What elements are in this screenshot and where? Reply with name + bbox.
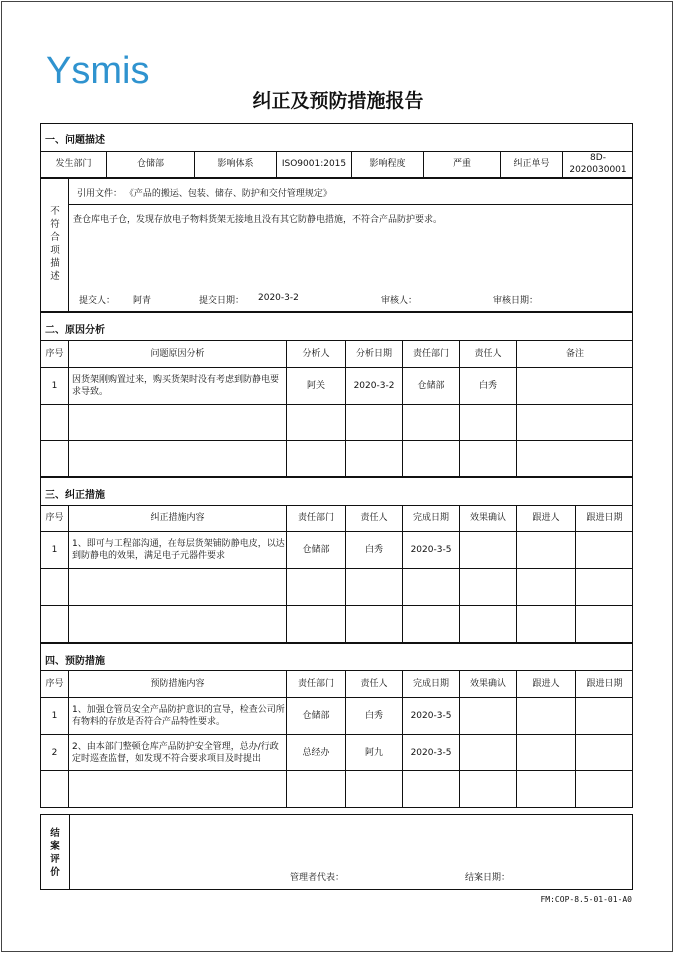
table-cell: 因货架刚购置过来，购买货架时没有考虑到防静电要求导致。	[69, 368, 287, 405]
table-cell	[576, 532, 633, 569]
table-cell	[460, 441, 517, 478]
column-header: 预防措施内容	[69, 670, 287, 698]
table-cell	[576, 771, 633, 808]
column-header: 责任人	[460, 340, 517, 368]
table-cell	[403, 771, 460, 808]
dept-label: 发生部门	[41, 151, 107, 178]
table-cell	[403, 569, 460, 606]
column-header: 责任部门	[287, 505, 346, 532]
closure-side-label: 结 案 评 价	[50, 828, 60, 878]
table-cell	[346, 569, 403, 606]
table-cell	[460, 771, 517, 808]
management-rep-label: 管理者代表：	[290, 873, 345, 883]
table-cell	[576, 606, 633, 644]
table-cell	[460, 532, 517, 569]
review-date-label: 审核日期：	[493, 296, 539, 306]
section-heading: 一、问题描述	[45, 135, 105, 146]
reference-doc: 引用文件： 《产品的搬运、包装、储存、防护和交付管理规定》	[77, 189, 332, 199]
column-header: 责任部门	[403, 340, 460, 368]
ticket-label: 纠正单号	[501, 151, 563, 178]
column-header: 跟进日期	[576, 505, 633, 532]
table-cell: 白秀	[346, 698, 403, 735]
table-cell	[287, 771, 346, 808]
table-cell	[460, 405, 517, 441]
table-cell	[517, 368, 633, 405]
column-header: 责任人	[346, 505, 403, 532]
table-cell: 2	[41, 735, 69, 771]
column-header: 序号	[41, 505, 69, 532]
table-cell: 仓储部	[287, 698, 346, 735]
column-header: 序号	[41, 670, 69, 698]
table-cell	[576, 569, 633, 606]
table-cell	[346, 771, 403, 808]
company-logo: Ysmis	[46, 50, 150, 92]
table-cell	[346, 441, 403, 478]
closure-date-label: 结案日期：	[465, 873, 511, 883]
table-cell: 2020-3-5	[403, 735, 460, 771]
column-header: 责任人	[346, 670, 403, 698]
table-cell: 总经办	[287, 735, 346, 771]
table-cell	[460, 569, 517, 606]
section-corrective	[40, 477, 633, 643]
reviewer-label: 审核人：	[381, 296, 418, 306]
table-cell	[287, 405, 346, 441]
column-header: 纠正措施内容	[69, 505, 287, 532]
table-cell	[403, 405, 460, 441]
column-header: 跟进人	[517, 670, 576, 698]
submitter-name: 阿青	[133, 296, 152, 306]
section-problem	[40, 123, 633, 312]
system-label: 影响体系	[195, 151, 277, 178]
table-cell	[287, 441, 346, 478]
table-cell: 2020-3-5	[403, 532, 460, 569]
form-code: FM:COP-8.5-01-01-A0	[540, 895, 632, 904]
table-cell: 阿关	[287, 368, 346, 405]
table-cell: 阿九	[346, 735, 403, 771]
ticket-value: 8D-2020030001	[563, 151, 633, 178]
table-cell	[403, 606, 460, 644]
table-cell	[41, 441, 69, 478]
table-cell: 1	[41, 368, 69, 405]
table-cell	[517, 441, 633, 478]
table-cell	[69, 606, 287, 644]
table-cell	[460, 606, 517, 644]
table-cell	[69, 771, 287, 808]
table-cell	[41, 771, 69, 808]
column-header: 完成日期	[403, 670, 460, 698]
section-preventive	[40, 643, 633, 808]
column-header: 分析日期	[346, 340, 403, 368]
submitter-label: 提交人：	[79, 296, 116, 306]
table-cell	[460, 698, 517, 735]
column-header: 跟进人	[517, 505, 576, 532]
report-title: 纠正及预防措施报告	[252, 90, 424, 112]
impact-label: 影响程度	[352, 151, 424, 178]
table-cell: 2、由本部门整顿仓库产品防护安全管理，总办/行政定时巡查监督，如发现不符合要求项目及时提出	[69, 735, 287, 771]
impact-value: 严重	[424, 151, 501, 178]
column-header: 完成日期	[403, 505, 460, 532]
table-cell: 白秀	[460, 368, 517, 405]
table-cell	[517, 405, 633, 441]
section-heading: 四、预防措施	[45, 656, 105, 667]
dept-value: 仓储部	[107, 151, 195, 178]
problem-description: 查仓库电子仓，发现存放电子物料货架无接地且没有其它防静电措施，不符合产品防护要求。	[73, 215, 443, 225]
table-cell	[69, 441, 287, 478]
section-heading: 二、原因分析	[45, 325, 105, 336]
table-cell: 1	[41, 532, 69, 569]
table-cell	[576, 735, 633, 771]
table-cell	[517, 698, 576, 735]
table-cell	[69, 569, 287, 606]
table-cell	[69, 405, 287, 441]
table-cell	[346, 606, 403, 644]
column-header: 备注	[517, 340, 633, 368]
column-header: 分析人	[287, 340, 346, 368]
section-closure	[40, 814, 633, 890]
table-cell: 仓储部	[403, 368, 460, 405]
table-cell	[576, 698, 633, 735]
nonconformance-side-label: 不 符 合 项 描 述	[50, 206, 60, 282]
table-cell	[41, 606, 69, 644]
table-cell: 2020-3-5	[403, 698, 460, 735]
table-cell: 1	[41, 698, 69, 735]
table-cell	[346, 405, 403, 441]
table-cell: 1、即可与工程部沟通，在每层货架铺防静电皮，以达到防静电的效果，满足电子元器件要求	[69, 532, 287, 569]
submit-date: 2020-3-2	[258, 293, 299, 303]
section-cause	[40, 312, 633, 477]
table-cell: 1、加强仓管员安全产品防护意识的宣导，检查公司所有物料的存放是否符合产品特性要求。	[69, 698, 287, 735]
column-header: 效果确认	[460, 670, 517, 698]
table-cell	[517, 735, 576, 771]
table-cell: 2020-3-2	[346, 368, 403, 405]
table-cell	[517, 569, 576, 606]
table-cell: 白秀	[346, 532, 403, 569]
table-cell	[41, 405, 69, 441]
table-cell	[517, 606, 576, 644]
table-cell	[287, 606, 346, 644]
column-header: 效果确认	[460, 505, 517, 532]
column-header: 跟进日期	[576, 670, 633, 698]
table-cell	[41, 569, 69, 606]
column-header: 序号	[41, 340, 69, 368]
submit-date-label: 提交日期：	[199, 296, 245, 306]
column-header: 责任部门	[287, 670, 346, 698]
table-cell	[517, 532, 576, 569]
table-cell	[287, 569, 346, 606]
section-heading: 三、纠正措施	[45, 490, 105, 501]
table-cell: 仓储部	[287, 532, 346, 569]
table-cell	[460, 735, 517, 771]
table-cell	[517, 771, 576, 808]
table-cell	[403, 441, 460, 478]
column-header: 问题原因分析	[69, 340, 287, 368]
system-value: ISO9001:2015	[277, 151, 352, 178]
